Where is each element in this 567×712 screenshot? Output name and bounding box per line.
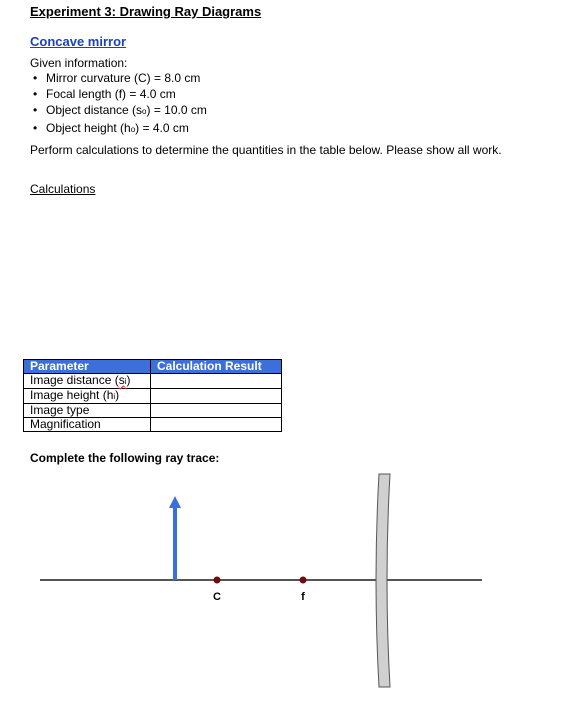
parameter-table [23,359,282,432]
section-heading-concave-mirror: Concave mirror [30,34,127,49]
table-header-parameter: Parameter [24,360,151,374]
center-of-curvature-point [214,577,221,584]
table-cell-result[interactable] [151,418,282,432]
document-title: Experiment 3: Drawing Ray Diagrams [30,4,262,19]
calculations-heading: Calculations [30,182,96,196]
table-row [24,389,282,404]
given-list [30,70,207,138]
given-item-focal-length: • Focal length (f) = 4.0 cm [30,86,207,102]
table-row [24,418,282,432]
table-cell-result[interactable] [151,404,282,418]
table-header-result: Calculation Result [151,360,282,374]
table-cell-result[interactable] [151,374,282,389]
table-cell-parameter: Image height (hi) [24,389,151,404]
given-item-curvature: • Mirror curvature (C) = 8.0 cm [30,70,207,86]
table-row [24,374,282,389]
ray-trace-heading: Complete the following ray trace: [30,451,220,465]
given-item-object-distance: • Object distance (so) = 10.0 cm [30,102,207,120]
focal-point-label: f [301,591,305,603]
object-arrow-head [169,496,181,508]
table-cell-parameter: Magnification [24,418,151,432]
instructions-text: Perform calculations to determine the quantities in the table below. Please show all work. [30,143,502,157]
table-cell-parameter: Image type [24,404,151,418]
given-heading: Given information: [30,56,128,70]
table-cell-result[interactable] [151,389,282,404]
center-of-curvature-label: C [213,591,221,603]
ray-trace-diagram [0,460,567,700]
focal-point [300,577,307,584]
table-cell-parameter: Image distance (si) [24,374,151,389]
table-row [24,404,282,418]
table-header-row [24,360,282,374]
given-item-object-height: • Object height (ho) = 4.0 cm [30,120,207,138]
